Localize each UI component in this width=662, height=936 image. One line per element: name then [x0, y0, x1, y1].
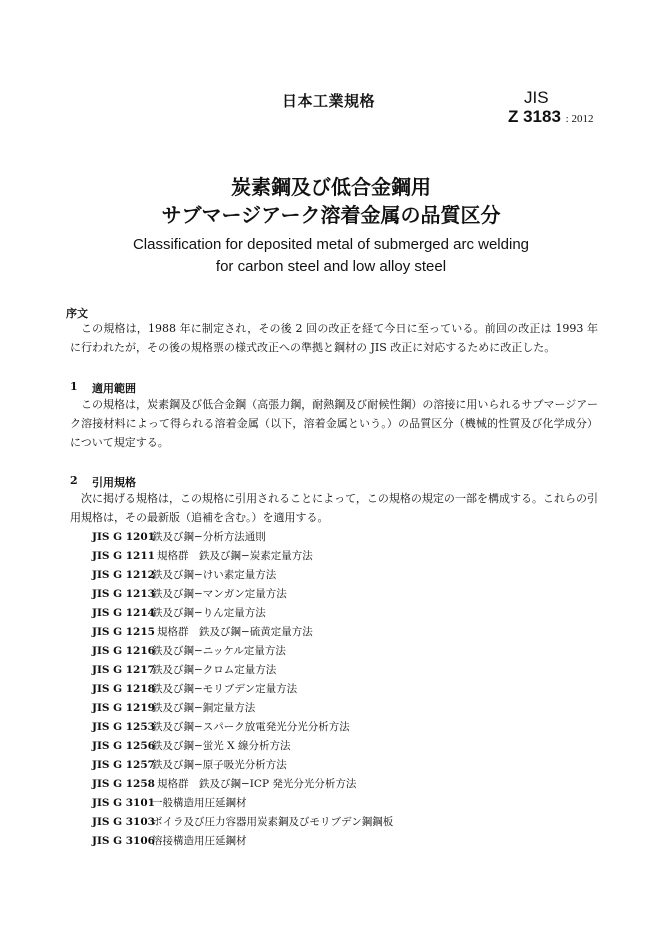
- reference-title: 鉄及び鋼−りん定量方法: [152, 607, 266, 619]
- reference-title: 鉄及び鋼−モリブデン定量方法: [152, 683, 298, 695]
- reference-title: 規格群 鉄及び鋼−炭素定量方法: [156, 550, 313, 562]
- reference-item: [92, 623, 393, 642]
- reference-item: [92, 699, 393, 718]
- standard-code: Z 3183: [508, 107, 561, 126]
- reference-title: 鉄及び鋼−ニッケル定量方法: [152, 645, 286, 657]
- reference-title: 一般構造用圧延鋼材: [152, 797, 247, 809]
- reference-code: JIS G 1213: [92, 588, 155, 600]
- reference-code: JIS G 1257: [92, 759, 155, 771]
- reference-item: [92, 680, 393, 699]
- reference-title: 鉄及び鋼−分析方法通則: [152, 531, 266, 543]
- reference-code: JIS G 1219: [92, 702, 155, 714]
- title-en-line2: for carbon steel and low alloy steel: [215, 258, 447, 275]
- reference-item: [92, 642, 393, 661]
- standard-number: [508, 107, 593, 127]
- reference-code: JIS G 1256: [92, 740, 155, 752]
- reference-code: JIS G 1216: [92, 645, 155, 657]
- reference-code: JIS G 3103: [92, 816, 155, 828]
- reference-code: JIS G 1253: [92, 721, 155, 733]
- reference-code: JIS G 1201: [92, 531, 155, 543]
- reference-item: [92, 585, 393, 604]
- reference-title: 溶接構造用圧延鋼材: [152, 835, 247, 847]
- reference-item: [92, 756, 393, 775]
- reference-title: 鉄及び鋼−銅定量方法: [152, 702, 256, 714]
- reference-code: JIS G 1212: [92, 569, 155, 581]
- section2-text: 次に掲げる規格は，この規格に引用されることによって，この規格の規定の一部を構成する。これらの引用規格は，その最新版（追補を含む。）を適用する。: [70, 492, 598, 524]
- title-en-line1: Classification for deposited metal of submerged arc welding: [132, 236, 530, 253]
- section1-number: 1: [70, 380, 78, 393]
- title-ja-line1: 炭素鋼及び低合金鋼用: [231, 175, 431, 199]
- standard-organization: 日本工業規格: [282, 92, 376, 110]
- reference-list: [92, 528, 393, 851]
- reference-title: 鉄及び鋼−けい素定量方法: [152, 569, 277, 581]
- reference-title: 鉄及び鋼−マンガン定量方法: [152, 588, 287, 600]
- reference-code: JIS G 1211: [92, 550, 155, 562]
- reference-title: 鉄及び鋼−蛍光 X 線分析方法: [152, 740, 291, 752]
- reference-title: ボイラ及び圧力容器用炭素鋼及びモリブデン鋼鋼板: [152, 816, 394, 828]
- foreword-text: この規格は，1988 年に制定され，その後 2 回の改正を経て今日に至っている。前回の改正は 1993 年に行われたが，その後の規格票の様式改正への準拠と鋼材の JIS 改正に対応するために改正した。: [70, 322, 598, 354]
- section2-heading: 引用規格: [92, 476, 136, 489]
- reference-item: [92, 813, 393, 832]
- reference-code: JIS G 1214: [92, 607, 155, 619]
- reference-code: JIS G 1215: [92, 626, 155, 638]
- reference-code: JIS G 1258: [92, 778, 155, 790]
- reference-item: [92, 794, 393, 813]
- reference-item: [92, 528, 393, 547]
- title-ja-line2: サブマージアーク溶着金属の品質区分: [161, 203, 501, 227]
- reference-code: JIS G 1217: [92, 664, 155, 676]
- reference-title: 鉄及び鋼−クロム定量方法: [152, 664, 277, 676]
- reference-title: 鉄及び鋼−スパーク放電発光分光分析方法: [152, 721, 350, 733]
- reference-code: JIS G 3106: [92, 835, 155, 847]
- section2-number: 2: [70, 474, 78, 487]
- section1-heading: 適用範囲: [92, 382, 136, 395]
- reference-item: [92, 775, 393, 794]
- reference-title: 鉄及び鋼−原子吸光分析方法: [152, 759, 287, 771]
- section1-text: この規格は，炭素鋼及び低合金鋼（高張力鋼，耐熱鋼及び耐候性鋼）の溶接に用いられるサブマージアーク溶接材料によって得られる溶着金属（以下，溶着金属という。）の品質区分（機械的性質及び化学成分）について規定する。: [70, 398, 598, 449]
- reference-item: [92, 661, 393, 680]
- reference-code: JIS G 1218: [92, 683, 155, 695]
- reference-code: JIS G 3101: [92, 797, 155, 809]
- reference-item: [92, 547, 393, 566]
- reference-title: 規格群 鉄及び鋼−硫黄定量方法: [156, 626, 313, 638]
- reference-item: [92, 718, 393, 737]
- reference-item: [92, 737, 393, 756]
- standard-year: : 2012: [565, 113, 594, 125]
- reference-item: [92, 566, 393, 585]
- reference-title: 規格群 鉄及び鋼−ICP 発光分光分析方法: [156, 778, 357, 790]
- reference-item: [92, 604, 393, 623]
- jis-label: JIS: [524, 88, 549, 107]
- foreword-heading: 序文: [66, 307, 88, 320]
- reference-item: [92, 832, 393, 851]
